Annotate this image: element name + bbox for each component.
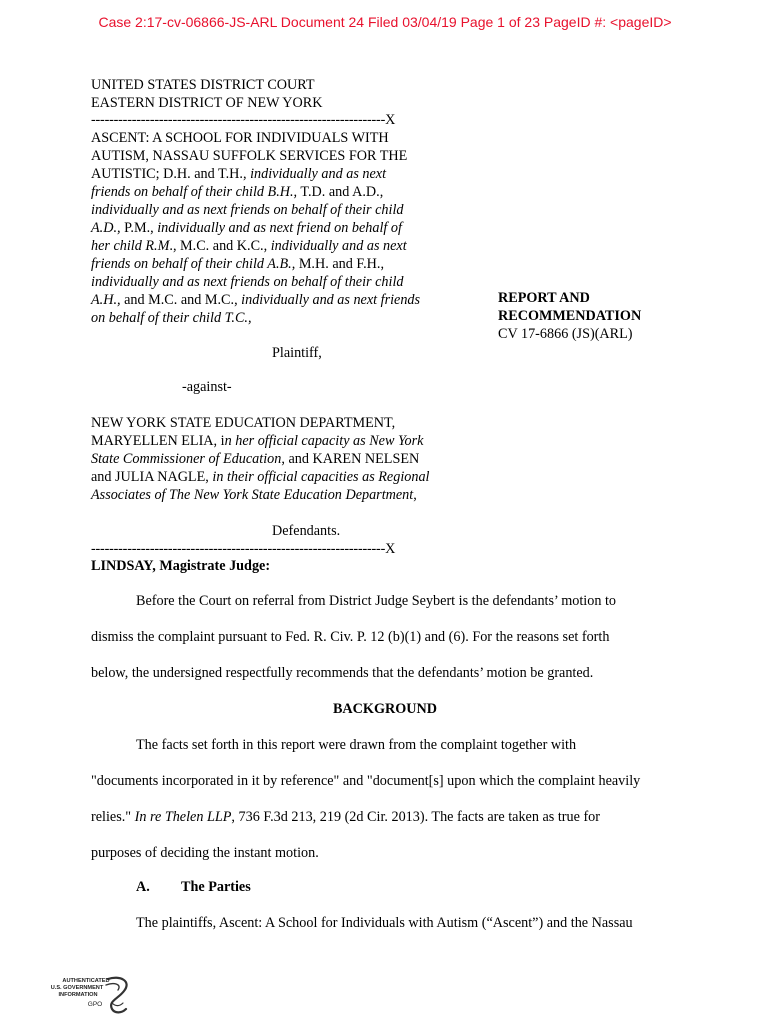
plaintiff-text-run: individually and as next friends on behalf of their child xyxy=(91,274,404,290)
paragraph-2-line-3 xyxy=(91,808,600,826)
paragraph-1-line-3: below, the undersigned respectfully recommends that the defendants’ motion be granted. xyxy=(91,665,594,681)
plaintiff-line-1 xyxy=(91,129,389,147)
paragraph-2-line-4 xyxy=(91,844,319,862)
section-a-letter: A. xyxy=(136,879,150,895)
plaintiff-text-run: individually and as next friend on behalf of xyxy=(157,220,402,236)
defendant-line-3 xyxy=(91,450,419,468)
paragraph-3-line-1: The plaintiffs, Ascent: A School for Individuals with Autism (“Ascent”) and the Nassau xyxy=(136,915,633,931)
defendant-text-run: State Commissioner of Education xyxy=(91,451,282,467)
background-heading: BACKGROUND xyxy=(332,701,438,717)
plaintiff-text-run: P.M., xyxy=(120,220,158,236)
plaintiff-line-8 xyxy=(91,255,384,273)
paragraph-2-text-run: relies." xyxy=(91,809,135,825)
court-name: UNITED STATES DISTRICT COURT xyxy=(91,77,315,93)
defendant-text-run: , xyxy=(413,487,417,503)
plaintiff-line-7 xyxy=(91,237,407,255)
defendant-text-run: NEW YORK STATE EDUCATION DEPARTMENT, xyxy=(91,415,396,431)
plaintiff-line-3 xyxy=(91,165,386,183)
seal-line-2: U.S. GOVERNMENT xyxy=(50,985,104,991)
plaintiff-text-run: and M.C. and M.C., xyxy=(120,292,242,308)
plaintiff-text-run: AUTISM, NASSAU SUFFOLK SERVICES FOR THE xyxy=(91,148,408,164)
plaintiff-text-run: her child R.M xyxy=(91,238,170,254)
plaintiff-text-run: on behalf of their child T.C., xyxy=(91,310,252,326)
plaintiff-text-run: friends on behalf of their child B.H., xyxy=(91,184,298,200)
defendant-text-run: and JULIA NAGLE, xyxy=(91,469,213,485)
report-title-line-1: REPORT AND xyxy=(498,290,590,306)
court-district: EASTERN DISTRICT OF NEW YORK xyxy=(91,95,323,111)
case-number: CV 17-6866 (JS)(ARL) xyxy=(498,326,633,342)
plaintiff-text-run: AUTISTIC; D.H. and T.H., xyxy=(91,166,251,182)
defendant-line-1 xyxy=(91,414,395,432)
defendant-text-run: Associates of The New York State Education Department xyxy=(91,487,414,503)
defendant-line-4 xyxy=(91,468,430,486)
paragraph-1-line-2: dismiss the complaint pursuant to Fed. R. Civ. P. 12 (b)(1) and (6). For the reasons set forth xyxy=(91,629,610,645)
plaintiff-text-run: A.H., xyxy=(91,292,121,308)
defendant-text-run: , and KAREN NELSEN xyxy=(281,451,420,467)
against-label: -against- xyxy=(182,379,232,395)
paragraph-2-text-run: purposes of deciding the instant motion. xyxy=(91,845,319,861)
defendant-label: Defendants. xyxy=(272,523,341,539)
defendant-text-run: MARYELLEN ELIA, i xyxy=(91,433,225,449)
plaintiff-text-run: individually and as next friends xyxy=(241,292,421,308)
paragraph-1-line-1: Before the Court on referral from District Judge Seybert is the defendants’ motion to xyxy=(136,593,617,609)
plaintiff-line-6 xyxy=(91,219,402,237)
plaintiff-text-run: individually and as next xyxy=(250,166,387,182)
judge-line: LINDSAY, Magistrate Judge: xyxy=(91,558,271,574)
caption-divider-bottom: -----------------------------------------------------------------X xyxy=(91,541,396,557)
caption-divider-top: -----------------------------------------------------------------X xyxy=(91,112,396,128)
paragraph-2-text-run: , 736 F.3d 213, 219 (2d Cir. 2013). The facts are taken as true for xyxy=(231,809,600,825)
case-header: Case 2:17-cv-06866-JS-ARL Document 24 Filed 03/04/19 Page 1 of 23 PageID #: <pageID> xyxy=(98,14,672,30)
paragraph-2-line-1 xyxy=(136,736,576,754)
seal-line-1: AUTHENTICATED xyxy=(62,978,110,984)
plaintiff-line-9 xyxy=(91,273,403,291)
plaintiff-text-run: T.D. and A.D., xyxy=(297,184,384,200)
paragraph-2-text-run: In re Thelen LLP xyxy=(134,809,232,825)
plaintiff-text-run: individually and as next friends on behalf of their child xyxy=(91,202,404,218)
paragraph-2-line-2 xyxy=(91,772,640,790)
plaintiff-line-10 xyxy=(91,291,420,309)
section-a-title: The Parties xyxy=(181,879,251,895)
paragraph-2-text-run: The facts set forth in this report were drawn from the complaint together with xyxy=(136,737,577,753)
seal-line-3: INFORMATION xyxy=(58,992,98,998)
report-title-line-2: RECOMMENDATION xyxy=(498,308,642,324)
plaintiff-line-11 xyxy=(91,309,252,327)
seal-line-4: GPO xyxy=(87,1001,103,1008)
defendant-line-5 xyxy=(91,486,417,504)
defendant-text-run: in their official capacities as Regional xyxy=(212,469,430,485)
plaintiff-line-5 xyxy=(91,201,403,219)
plaintiff-text-run: friends on behalf of their child A.B., xyxy=(91,256,296,272)
plaintiff-text-run: A.D., xyxy=(91,220,121,236)
plaintiff-line-2 xyxy=(91,147,407,165)
gpo-authentication-seal xyxy=(46,973,136,1018)
plaintiff-text-run: individually and as next xyxy=(270,238,407,254)
defendant-text-run: n her official capacity as New York xyxy=(224,433,424,449)
gpo-seal-icon xyxy=(46,973,136,1018)
defendant-line-2 xyxy=(91,432,423,450)
plaintiff-line-4 xyxy=(91,183,383,201)
plaintiff-text-run: ., M.C. and K.C., xyxy=(169,238,271,254)
plaintiff-label: Plaintiff, xyxy=(272,345,322,361)
paragraph-2-text-run: "documents incorporated in it by reference" and "document[s] upon which the complaint heavily xyxy=(91,773,641,789)
plaintiff-text-run: M.H. and F.H., xyxy=(295,256,384,272)
plaintiff-text-run: ASCENT: A SCHOOL FOR INDIVIDUALS WITH xyxy=(91,130,389,146)
